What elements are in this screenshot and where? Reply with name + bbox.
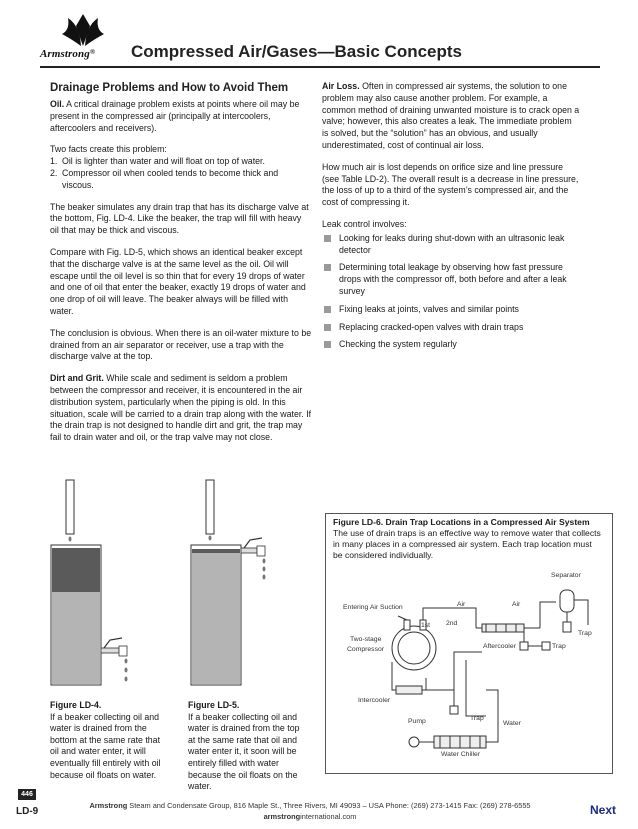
beaker-figures	[40, 470, 310, 695]
compare-paragraph: Compare with Fig. LD-5, which shows an identical beaker except that the discharge valve is at the same level as the oil. Oil will escape until the oil level is so thin that for every 19 drops of water and one of oil that enter the beaker, exactly 19 drops of water and one drop of oil will leave. The beaker always will be filled with water.	[50, 246, 306, 316]
label-pump: Pump	[408, 718, 426, 725]
label-separator: Separator	[551, 572, 581, 579]
leak-list	[322, 233, 580, 351]
label-first-stage: 1st	[421, 622, 431, 629]
label-aftercooler: Aftercooler	[483, 643, 516, 650]
dirt-paragraph: Dirt and Grit. While scale and sediment is seldom a problem between the compressor and receiver, it is encountered in the air distribution system, particularly when the piping is old. In this situation, scale will be carried to a drain trap along with the water. If the drain trap is not designed to handle dirt and grit, the trap may fail to drain water and oil, or the trap valve may not close.	[50, 373, 312, 443]
list-item: Determining total leakage by observing how fast pressure drops with the compressor off, both before and after a leak survey	[322, 262, 580, 297]
figure-ld4-caption: Figure LD-4. If a beaker collecting oil and water is drained from the bottom at the same rate that oil and water enter, it will eventually fill entirely with oil because oil floats on water.	[50, 700, 161, 780]
list-item: Replacing cracked-open valves with drain traps	[322, 322, 580, 334]
label-air: Air	[512, 601, 521, 608]
bullet-square-icon	[324, 235, 331, 242]
list-item: Fixing leaks at joints, valves and similar points	[322, 304, 580, 316]
section-heading: Drainage Problems and How to Avoid Them	[50, 82, 289, 94]
air-loss-paragraph: Air Loss. Often in compressed air systems, the solution to one problem may also cause another problem. For example, a common method of draining unwanted moisture is to crack open a valve; however, this also creates a leak. The immediate problem is solved, but the “solution” has an obvious, and usually underestimated, cost of continual air loss.	[322, 81, 580, 150]
how-much-paragraph: How much air is lost depends on orifice size and line pressure (see Table LD-2). The overall result is a decrease in line pressure, the loss of up to a third of the system’s compressed air, and the cost of compressing it.	[322, 161, 579, 208]
label-second-stage: 2nd	[446, 620, 458, 627]
page-title: Compressed Air/Gases—Basic Concepts	[131, 42, 462, 61]
conclusion-paragraph: The conclusion is obvious. When there is an oil-water mixture to be drained from an air separator or receiver, use a trap with the discharge valve at the top.	[50, 327, 312, 362]
label-entering-air-suction: Entering Air Suction	[343, 604, 403, 611]
label-intercooler: Intercooler	[358, 697, 391, 704]
bullet-square-icon	[324, 324, 331, 331]
label-compressor: Compressor	[347, 646, 385, 653]
page-number-badge: 446	[18, 789, 36, 800]
left-column	[50, 99, 312, 454]
bullet-square-icon	[324, 306, 331, 313]
bullet-square-icon	[324, 264, 331, 271]
header-rule	[40, 66, 600, 68]
label-trap: Trap	[470, 715, 484, 722]
next-link[interactable]: Next	[590, 803, 617, 817]
label-two-stage: Two-stage	[350, 636, 382, 643]
compressed-air-system-diagram	[326, 570, 612, 772]
label-trap: Trap	[552, 643, 566, 650]
label-water: Water	[503, 720, 521, 727]
list-item: 1. Oil is lighter than water and will float on top of water.	[50, 156, 265, 167]
leak-intro: Leak control involves:	[322, 218, 407, 229]
label-air: Air	[457, 601, 466, 608]
list-item: Looking for leaks during shut-down with an ultrasonic leak detector	[322, 233, 580, 257]
label-water-chiller: Water Chiller	[441, 751, 481, 758]
page-code: LD-9	[16, 806, 39, 817]
list-item: 2. Compressor oil when cooled tends to become thick and viscous.	[50, 167, 279, 190]
label-trap: Trap	[578, 630, 592, 637]
bullet-square-icon	[324, 341, 331, 348]
facts-list	[50, 156, 312, 191]
oil-paragraph: Oil. A critical drainage problem exists at points where oil may be present in the compressed air (principally at intercoolers, aftercoolers and receivers).	[50, 99, 300, 133]
list-item: Checking the system regularly	[322, 339, 580, 351]
right-column	[322, 81, 580, 357]
footer-address: Armstrong Steam and Condensate Group, 816 Maple St., Three Rivers, MI 49093 – USA Phone: (269) 273-1415 Fax: (269) 278-6555 armstronginternational.com	[89, 801, 531, 821]
figure-ld5-caption: Figure LD-5. If a beaker collecting oil and water is drained from the top at the same rate that oil and water enter it, it soon will be entirely filled with water because the oil floats on the water.	[188, 700, 300, 792]
facts-intro: Two facts create this problem:	[50, 144, 167, 155]
beaker-paragraph: The beaker simulates any drain trap that has its discharge valve at the bottom, Fig. LD-4. Like the beaker, the trap will fill with heavy oil that may be thick and viscous.	[50, 201, 309, 236]
logo-wordmark: Armstrong®	[40, 48, 96, 60]
figure-ld6-caption: Figure LD-6. Drain Trap Locations in a Compressed Air System The use of drain traps is an effective way to remove water that collects in many places in a compressed air system. Each trap location must be considered individually.	[333, 517, 601, 560]
